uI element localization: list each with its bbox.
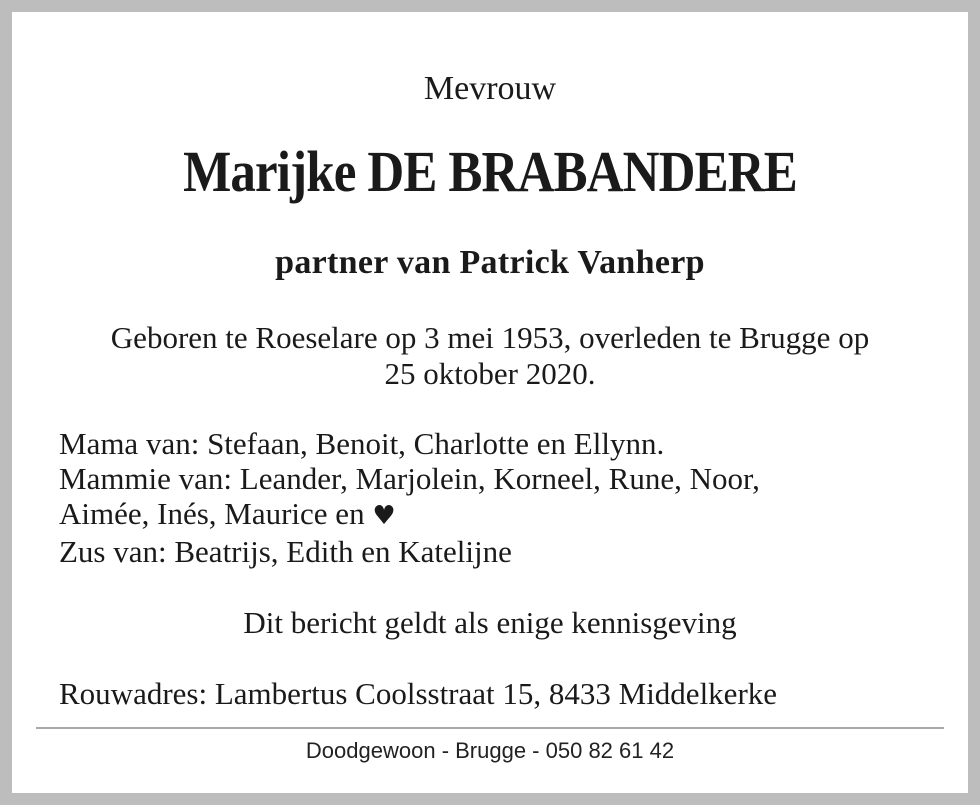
footer-divider — [36, 727, 944, 729]
announcement-line: Dit bericht geldt als enige kennisgeving — [243, 605, 737, 640]
partner-line: partner van Patrick Vanherp — [275, 244, 705, 281]
mama-line: Mama van: Stefaan, Benoit, Charlotte en Ellynn. — [59, 426, 665, 461]
zus-line: Zus van: Beatrijs, Edith en Katelijne — [59, 534, 512, 569]
obituary-card — [12, 12, 968, 793]
funeral-home-footer: Doodgewoon - Brugge - 050 82 61 42 — [305, 738, 675, 763]
mammie-line-1: Mammie van: Leander, Marjolein, Korneel, Rune, Noor, — [59, 461, 760, 496]
heart-icon: ♥ — [372, 501, 396, 531]
birth-line-1: Geboren te Roeselare op 3 mei 1953, overleden te Brugge op — [110, 320, 870, 355]
birth-death-details — [52, 320, 928, 392]
salutation: Mevrouw — [423, 70, 557, 107]
deceased-name: Marijke DE BRABANDERE — [183, 139, 797, 204]
mammie-line-2-text: Aimée, Inés, Maurice en — [59, 496, 365, 531]
mourning-address: Rouwadres: Lambertus Coolsstraat 15, 8433 Middelkerke — [59, 676, 778, 711]
family-list — [59, 426, 928, 569]
mammie-line-2 — [59, 496, 928, 534]
birth-line-2: 25 oktober 2020. — [384, 356, 596, 391]
